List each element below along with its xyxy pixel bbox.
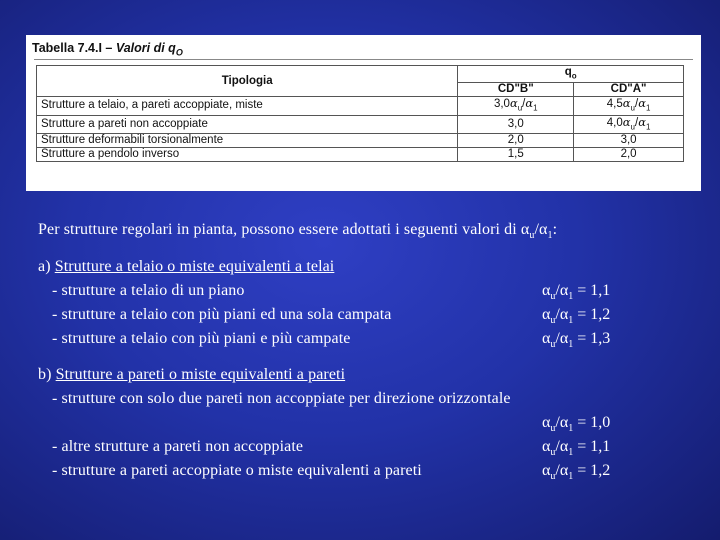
table-row: [37, 133, 684, 147]
row-label: Strutture a telaio, a pareti accoppiate, miste: [37, 97, 458, 115]
section-b-item: - altre strutture a pareti non accoppiate: [52, 438, 304, 455]
section-b-item-value: $\alpha_u/\alpha_1 = 1,1$: [542, 438, 611, 459]
section-a-item-value: $\alpha_u/\alpha_1 = 1,2$: [542, 306, 611, 327]
row-value-cd-a: 2,0: [574, 147, 684, 161]
row-label: Strutture deformabili torsionalmente: [37, 133, 458, 147]
row-value-cd-b: 1,5: [458, 147, 574, 161]
table-image: [26, 35, 701, 191]
row-label: Strutture a pareti non accoppiate: [37, 115, 458, 133]
header-cd-b: CD"B": [458, 83, 574, 97]
section-a-heading: a) Strutture a telaio o miste equivalenti a telai: [38, 258, 335, 275]
table-row: [37, 97, 684, 115]
header-cd-a: CD"A": [574, 83, 684, 97]
row-value-cd-a: $4,0\alpha_u/\alpha_1$: [574, 115, 684, 133]
table-row: [37, 147, 684, 161]
section-a-item-value: $\alpha_u/\alpha_1 = 1,3$: [542, 330, 611, 351]
table-caption: [32, 41, 183, 58]
intro-text: Per strutture regolari in pianta, possono essere adottati i seguenti valori di $\alpha_u/\alpha_1$:: [38, 221, 558, 242]
row-label: Strutture a pendolo inverso: [37, 147, 458, 161]
table-caption-title: Valori di $q_O$: [115, 41, 183, 58]
row-value-cd-b: 3,0: [458, 115, 574, 133]
section-a-item: - strutture a telaio di un piano: [52, 282, 245, 299]
row-value-cd-a: $4,5\alpha_u/\alpha_1$: [574, 97, 684, 115]
section-a-item-value: $\alpha_u/\alpha_1 = 1,1$: [542, 282, 611, 303]
section-a-item: - strutture a telaio con più piani ed una sola campata: [52, 306, 392, 323]
header-q0: $q_o$: [458, 66, 684, 83]
section-a-item: - strutture a telaio con più piani e più campate: [52, 330, 351, 347]
header-tipologia: Tipologia: [37, 66, 458, 97]
row-value-cd-b: $3,0\alpha_u/\alpha_1$: [458, 97, 574, 115]
row-value-cd-a: 3,0: [574, 133, 684, 147]
section-b-item: - strutture a pareti accoppiate o miste equivalenti a pareti: [52, 462, 422, 479]
table-header-row: [37, 66, 684, 83]
section-b-item-value: $\alpha_u/\alpha_1 = 1,0$: [542, 414, 611, 435]
table-row: [37, 115, 684, 133]
row-value-cd-b: 2,0: [458, 133, 574, 147]
section-b-heading: b) Strutture a pareti o miste equivalenti a pareti: [38, 366, 346, 383]
section-b-item: - strutture con solo due pareti non accoppiate per direzione orizzontale: [52, 390, 511, 407]
behaviour-factor-table: [36, 65, 684, 162]
caption-divider: [34, 59, 693, 60]
table-caption-number: Tabella 7.4.I –: [32, 41, 113, 55]
section-b-item-value: $\alpha_u/\alpha_1 = 1,2$: [542, 462, 611, 483]
